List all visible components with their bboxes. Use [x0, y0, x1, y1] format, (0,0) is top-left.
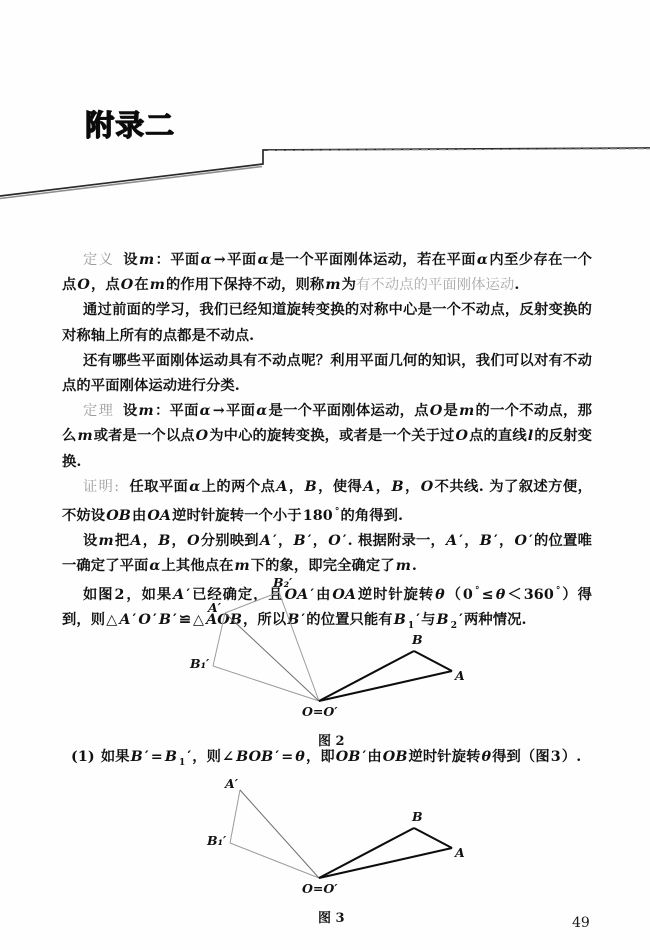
prime-mark: ′ [342, 533, 347, 549]
page-number: 49 [572, 915, 590, 931]
angle-symbol: ∠ [222, 749, 235, 765]
prime-mark: ′ [173, 612, 177, 629]
prime-mark: ′ [187, 749, 192, 765]
header-decorative-rule [0, 130, 650, 210]
figure-2-label-A-prime: A′ [208, 600, 221, 615]
definition-label: 定义 [83, 252, 115, 268]
degree-symbol: ° [474, 586, 480, 597]
prime-mark: ′ [301, 612, 306, 629]
paragraph-case-1: (1) 如果B ′ = B $_1$ ′，则∠ BOB ′ = θ，即OB ′由OB逆时针旋转θ得到（图3）. [71, 749, 582, 768]
congruent-symbol: ≌ [178, 612, 191, 629]
figure-2-caption: 图 2 [318, 734, 345, 749]
paragraph-figure2-ref: 如图2，如果A ′已经确定，且OA ′由OA逆时针旋转θ（0 ° ≤ θ ＜ 360 °）得到，则△ A ′ O ′ B ′ ≌ △ AOB，所以B ′的位置只能有B $_1$ ′与B $_2$ ′两种情况. [62, 586, 592, 632]
prime-mark: ′ [152, 612, 157, 629]
prime-mark: ′ [186, 587, 191, 604]
figure-3-label-B1-prime: B₁′ [207, 833, 227, 848]
paragraph-review: 通过前面的学习，我们已经知道旋转变换的对称中心是一个不动点，反射变换的对称轴上所有的点都是不动点. [62, 302, 592, 344]
prime-mark: ′ [459, 533, 464, 549]
list-number: (1) [71, 749, 95, 765]
figure-2-label-O: O=O′ [302, 704, 338, 719]
triangle-symbol: △ [106, 612, 118, 629]
figure-3-label-A-prime: A′ [225, 776, 238, 791]
theorem-label: 定理 [83, 403, 114, 420]
paragraph-question: 还有哪些平面刚体运动具有不动点呢？利用平面几何的知识，我们可以对有不动点的平面刚体运动进行分类. [62, 352, 592, 395]
page-footer [0, 905, 650, 945]
prime-mark: ′ [310, 587, 315, 604]
triangle-symbol: △ [192, 612, 205, 629]
prime-mark: ′ [307, 533, 312, 549]
faded-term: 有不动点的平面刚体运动 [355, 277, 515, 294]
paragraph-mapping: 设m把A，B，O分别映到A ′，B ′，O ′. 根据附录一，A ′，B ′，O ′的位置唯一确定了平面α上其他点在m下的象，即完全确定了m. [62, 533, 592, 575]
maps-to-arrow: → [213, 252, 226, 268]
figure-3-label-B: B [412, 809, 423, 824]
prime-mark: ′ [459, 612, 463, 629]
proof-label: 证明: [83, 478, 121, 495]
figure-3-label-A: A [455, 845, 465, 860]
maps-to-arrow: → [212, 403, 225, 420]
paragraph-proof: 证明: 任取平面α上的两个点A，B，使得A，B，O不共线. 为了叙述方便，不妨设OB由OA逆时针旋转一个小于180 °的角得到. [62, 478, 592, 524]
prime-mark: ′ [132, 612, 137, 629]
figure-3-caption: 图 3 [318, 911, 345, 926]
figure-3-label-O: O=O′ [302, 881, 338, 896]
figure-2-label-B1-prime: B₁′ [190, 656, 210, 671]
page-title: 附录二 [85, 108, 176, 142]
prime-mark: ′ [416, 612, 421, 629]
figure-2-label-B2-prime: B₂′ [273, 575, 293, 590]
paragraph-definition: 定义 设m：平面α →平面α是一个平面刚体运动，若在平面α内至少存在一个点O，点O在m的作用下保持不动，则称m为有不动点的平面刚体运动. [62, 252, 592, 294]
figure-2-label-B: B [412, 632, 423, 647]
prime-mark: ′ [275, 749, 280, 765]
figure-2 [180, 570, 480, 749]
prime-mark: ′ [493, 533, 498, 549]
prime-mark: ′ [529, 533, 533, 549]
paragraph-theorem: 定理 设m：平面α →平面α是一个平面刚体运动，点O是m的一个不动点，那么m或者是一个以点O为中心的旋转变换，或者是一个关于过O点的直线l的反射变换. [62, 403, 593, 470]
prime-mark: ′ [144, 749, 149, 765]
figure-2-drawing [180, 570, 480, 720]
degree-symbol: ° [555, 586, 561, 597]
degree-symbol: ° [334, 507, 340, 518]
prime-mark: ′ [273, 533, 277, 549]
figure-2-label-A: A [455, 668, 465, 683]
figure-3 [180, 772, 480, 927]
prime-mark: ′ [362, 749, 367, 765]
